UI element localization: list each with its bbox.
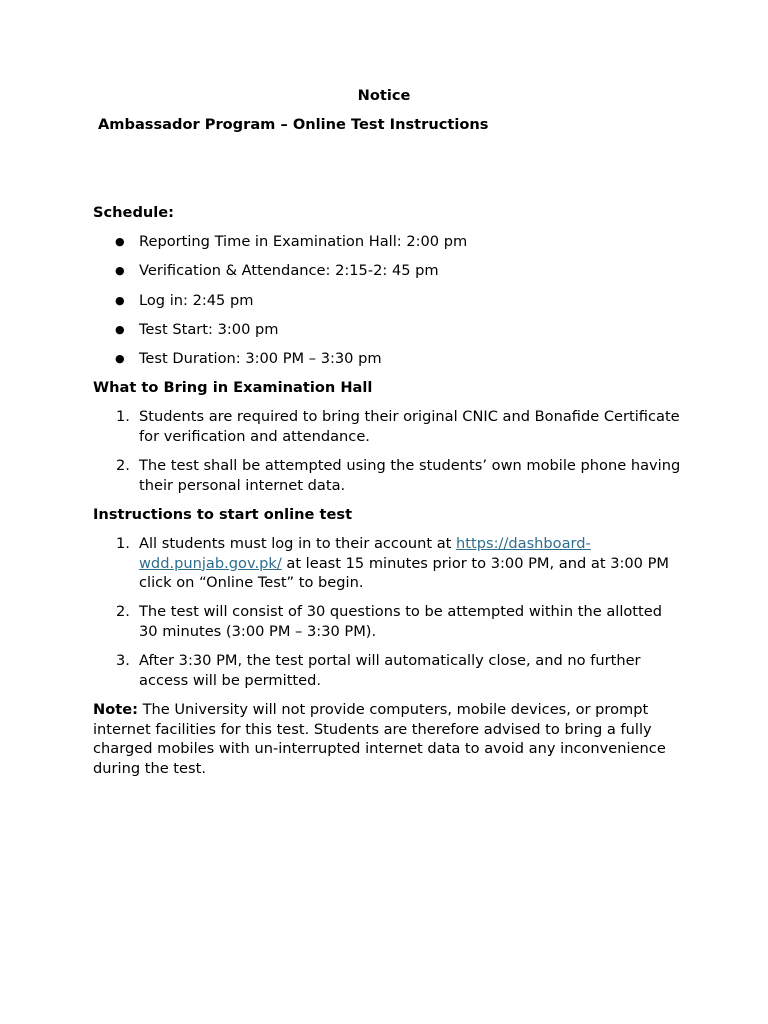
notice-subtitle: Ambassador Program – Online Test Instructions (98, 116, 489, 133)
dashboard-link[interactable]: https://dashboard-wdd.punjab.gov.pk/ (139, 535, 591, 572)
schedule-item-text: Reporting Time in Examination Hall: 2:00 pm (139, 233, 468, 251)
notice-title: Notice (357, 87, 411, 104)
notice-body (93, 203, 683, 778)
schedule-item (93, 232, 683, 252)
bring-item-text: The test shall be attempted using the students’ own mobile phone having their personal internet data. (139, 457, 681, 494)
bullet-icon: ● (115, 293, 125, 307)
list-number: 2. (116, 457, 130, 475)
list-number: 2. (116, 603, 130, 621)
instruction-text-after: at least 15 minutes prior to 3:00 PM, and at 3:00 PM click on “Online Test” to begin. (139, 554, 669, 592)
note-label: Note: (93, 701, 138, 718)
instruction-item (93, 534, 683, 593)
schedule-item (93, 291, 683, 311)
bullet-icon: ● (115, 235, 125, 249)
instruction-text-before: All students must log in to their account at (139, 535, 457, 553)
instructions-heading: Instructions to start online test (93, 505, 353, 523)
list-number: 1. (116, 535, 130, 553)
instruction-item-text: After 3:30 PM, the test portal will automatically close, and no further access will be permitted. (139, 652, 641, 689)
bullet-icon: ● (115, 351, 125, 365)
schedule-item (93, 261, 683, 281)
bullet-icon: ● (115, 264, 125, 278)
schedule-item (93, 349, 683, 369)
bring-item (93, 407, 683, 446)
schedule-item-text: Test Start: 3:00 pm (139, 320, 279, 338)
list-number: 3. (116, 652, 130, 670)
schedule-item-text: Verification & Attendance: 2:15-2: 45 pm (139, 262, 439, 280)
schedule-item-text: Test Duration: 3:00 PM – 3:30 pm (139, 349, 382, 367)
bring-heading: What to Bring in Examination Hall (93, 379, 373, 397)
note-text: The University will not provide computers, mobile devices, or prompt internet facilities for this test. Students are therefore advised to bring a fully charged mobiles with un-interrupted internet data to avoid any inconvenience during the test. (93, 701, 666, 777)
list-number: 1. (116, 408, 130, 426)
schedule-item-text: Log in: 2:45 pm (139, 291, 254, 309)
schedule-heading: Schedule: (93, 204, 175, 221)
instruction-item-text: The test will consist of 30 questions to be attempted within the allotted 30 minutes (3:00 PM – 3:30 PM). (139, 603, 662, 641)
instruction-item (93, 651, 683, 690)
bring-list (93, 407, 683, 495)
bring-item-text: Students are required to bring their original CNIC and Bonafide Certificate for verification and attendance. (139, 408, 680, 445)
instruction-item (93, 602, 683, 641)
note-paragraph (93, 700, 683, 778)
bullet-icon: ● (115, 322, 125, 336)
bring-item (93, 456, 683, 495)
schedule-item (93, 320, 683, 340)
schedule-list (93, 232, 683, 368)
instructions-list (93, 534, 683, 690)
